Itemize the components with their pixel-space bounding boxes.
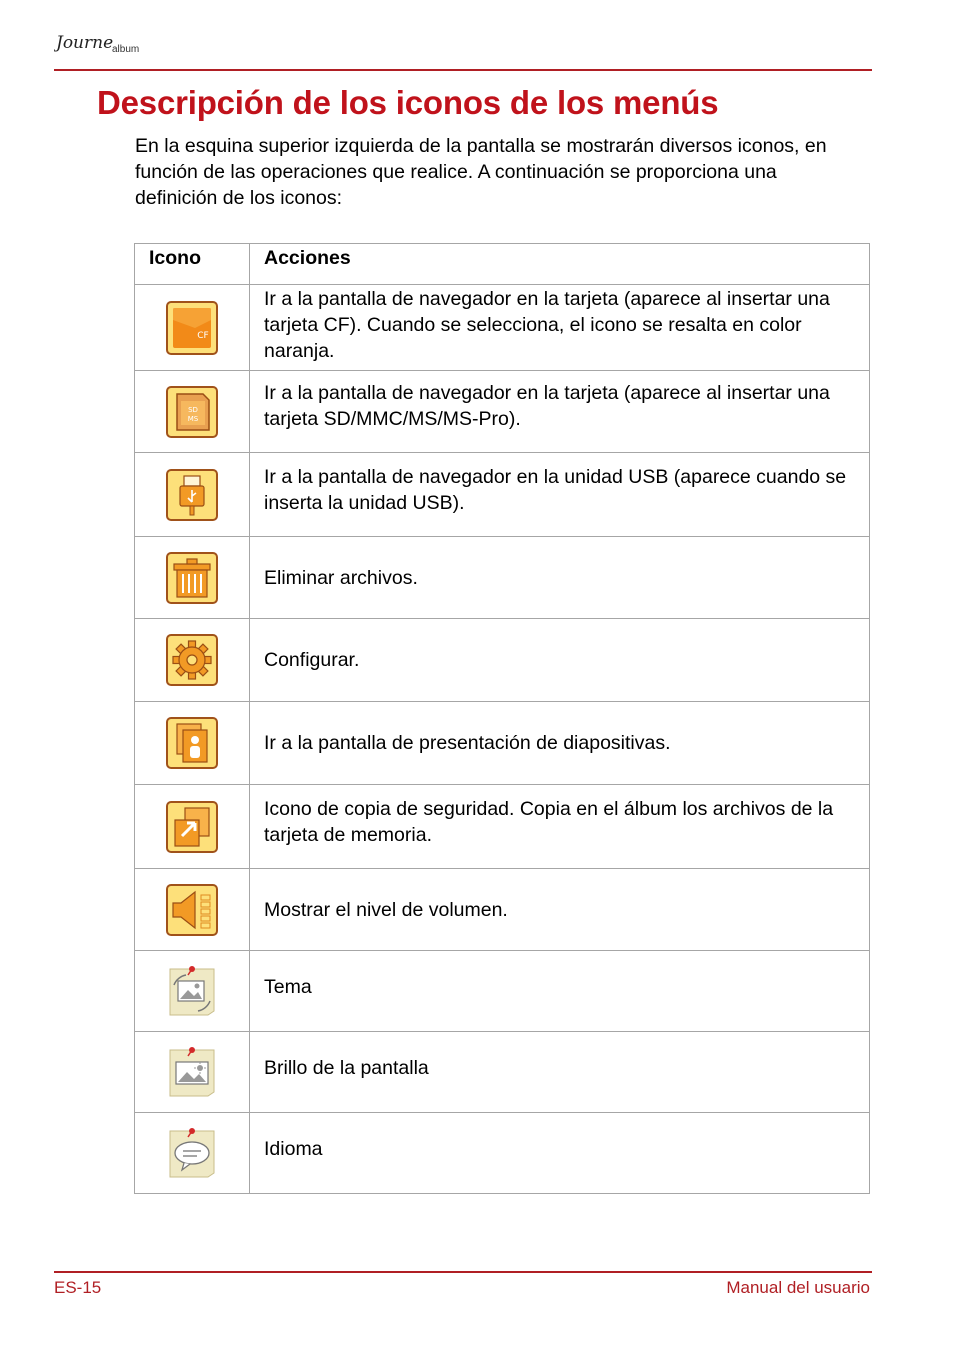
logo-script-text: Journe [56, 33, 114, 53]
action-text: Ir a la pantalla de navegador en la unidad USB (aparece cuando se inserta la unidad USB). [250, 453, 870, 537]
icon-cell [135, 1032, 250, 1113]
table-row [135, 869, 870, 951]
icon-cell [135, 371, 250, 453]
action-text: Idioma [250, 1113, 870, 1194]
brightness-icon [135, 1044, 249, 1100]
table-row [135, 537, 870, 619]
action-text: Mostrar el nivel de volumen. [250, 869, 870, 951]
action-text: Brillo de la pantalla [250, 1032, 870, 1113]
action-text: Configurar. [250, 619, 870, 702]
page-title: Descripción de los iconos de los menús [97, 84, 719, 121]
action-text: Ir a la pantalla de navegador en la tarjeta (aparece al insertar una tarjeta CF). Cuando se selecciona, el icono se resalta en color naranja. [250, 285, 870, 371]
table-row [135, 1032, 870, 1113]
table-row [135, 785, 870, 869]
logo-sub-text: album [112, 44, 140, 55]
gear-icon [135, 633, 249, 687]
table-header-row [135, 244, 870, 285]
slideshow-icon [135, 716, 249, 770]
header-acciones: Acciones [250, 244, 870, 285]
svg-text:SD: SD [188, 405, 198, 414]
footer-rule [54, 1271, 872, 1273]
language-icon [135, 1125, 249, 1181]
icon-table [134, 243, 870, 1194]
table-row [135, 453, 870, 537]
table-row [135, 371, 870, 453]
theme-icon [135, 963, 249, 1019]
action-text: Ir a la pantalla de presentación de diapositivas. [250, 702, 870, 785]
journe-album-logo [54, 22, 164, 62]
svg-text:CF: CF [197, 330, 209, 341]
page-number: ES-15 [54, 1278, 102, 1297]
table-row [135, 951, 870, 1032]
icon-cell [135, 453, 250, 537]
usb-icon [135, 468, 249, 522]
table-row [135, 1113, 870, 1194]
backup-icon [135, 800, 249, 854]
action-text: Icono de copia de seguridad. Copia en el álbum los archivos de la tarjeta de memoria. [250, 785, 870, 869]
header-icono: Icono [135, 244, 250, 285]
icon-cell [135, 785, 250, 869]
manual-title: Manual del usuario [726, 1278, 870, 1297]
sd-card-icon [135, 385, 249, 439]
icon-cell [135, 869, 250, 951]
icon-cell [135, 702, 250, 785]
icon-cell [135, 537, 250, 619]
table-row [135, 619, 870, 702]
icon-cell [135, 619, 250, 702]
icon-cell [135, 951, 250, 1032]
volume-icon [135, 883, 249, 937]
action-text: Ir a la pantalla de navegador en la tarjeta (aparece al insertar una tarjeta SD/MMC/MS/MS-Pro). [250, 371, 870, 453]
action-text: Tema [250, 951, 870, 1032]
icon-cell [135, 285, 250, 371]
icon-cell [135, 1113, 250, 1194]
table-row [135, 702, 870, 785]
cf-card-icon [135, 300, 249, 356]
svg-text:MS: MS [187, 414, 199, 423]
intro-paragraph: En la esquina superior izquierda de la pantalla se mostrarán diversos iconos, en función de las operaciones que realice. A continuación se proporciona una definición de los iconos: [135, 135, 827, 209]
trash-icon [135, 551, 249, 605]
table-row [135, 285, 870, 371]
action-text: Eliminar archivos. [250, 537, 870, 619]
header-rule [54, 69, 872, 71]
